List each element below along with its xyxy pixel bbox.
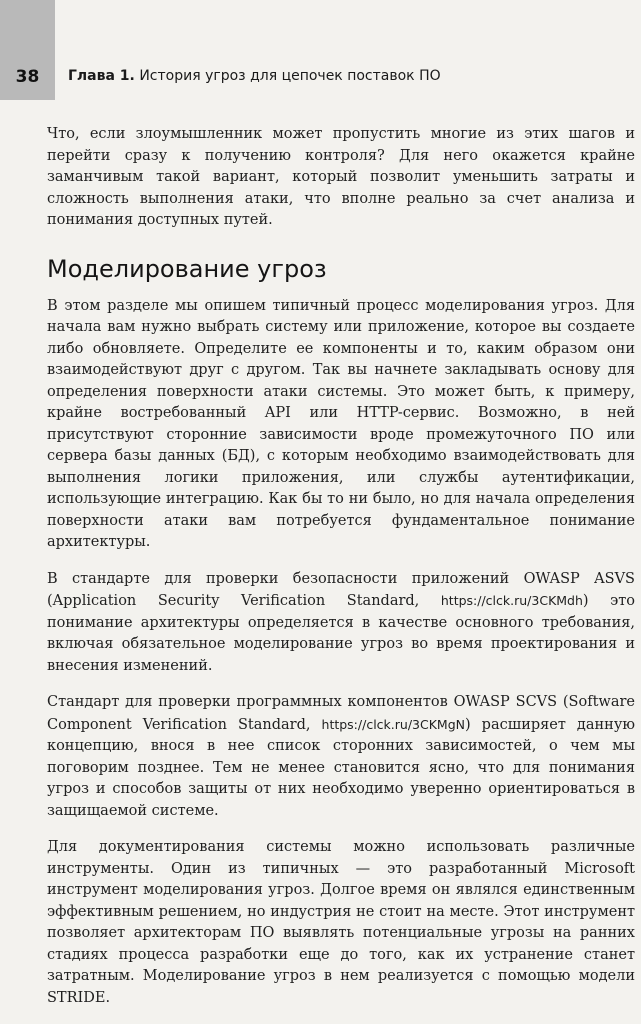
paragraph-2 <box>47 569 635 678</box>
paragraph-4: Для документирования системы можно использовать различные инструменты. Один из типичных — это разработанный Microsoft инструмент моделирования угроз. Долгое время он являлся единственным эффективным решением, но индустрия не стоит на месте. Этот инструмент позволяет архитекторам ПО выявлять потенциальные угрозы на ранних стадиях процесса разработки еще до того, как их устранение станет затратным. Моделирование угроз в нем реализуется с помощью модели STRIDE. <box>47 839 635 1006</box>
paragraph-3-text-start: Стандарт для проверки программных компонентов OWASP SCVS (Software Component Verification Standard, <box>47 694 635 733</box>
chapter-label: Глава 1. <box>68 68 135 84</box>
page-number: 38 <box>15 67 40 87</box>
paragraph-3 <box>47 692 635 822</box>
section-heading: Моделирование угроз <box>47 254 327 283</box>
running-head <box>68 68 441 84</box>
paragraph-2-text-end: ) это понимание архитектуры определяется в качестве основного требования, включая обязательное моделирование угроз во время проектирования и внесения изменений. <box>47 593 636 674</box>
asvs-link[interactable]: https://clck.ru/3CKMdh <box>440 593 583 608</box>
paragraph-3-text-end: ) расширяет данную концепцию, внося в нее список сторонних зависимостей, о чем мы поговорим позднее. Тем не менее становится ясно, что для понимания угроз и способов защиты от них необходимо уверенно ориентироваться в защищаемой системе. <box>47 716 635 819</box>
paragraph-2-text-start: В стандарте для проверки безопасности приложений OWASP ASVS (Application Security Verification Standard, <box>47 570 635 609</box>
scvs-link[interactable]: https://clck.ru/3CKMgN <box>321 716 465 732</box>
intro-paragraph: Что, если злоумышленник может пропустить многие из этих шагов и перейти сразу к получению контроля? Для него окажется крайне заманчивым такой вариант, который позволит уменьшить затраты и сложность выполнения атаки, что вполне реально за счет анализа и понимания доступных путей. <box>47 126 635 228</box>
paragraph-1: В этом разделе мы опишем типичный процесс моделирования угроз. Для начала вам нужно выбрать систему или приложение, которое вы создаете либо обновляете. Определите ее компоненты и то, каким образом они взаимодействуют друг с другом. Так вы начнете закладывать основу для определения поверхности атаки системы. Это может быть, к примеру, крайне востребованный API или HTTP-сервис. Возможно, в ней присутствуют сторонние зависимости вроде промежуточного ПО или сервера базы данных (БД), с которым необходимо взаимодействовать для выполнения логики приложения, или службы аутентификации, использующие интеграцию. Как бы то ни было, но для начала определения поверхности атаки вам потребуется фундаментальное понимание архитектуры. <box>47 297 635 550</box>
chapter-title: История угроз для цепочек поставок ПО <box>139 68 441 84</box>
page-body <box>47 124 635 1024</box>
